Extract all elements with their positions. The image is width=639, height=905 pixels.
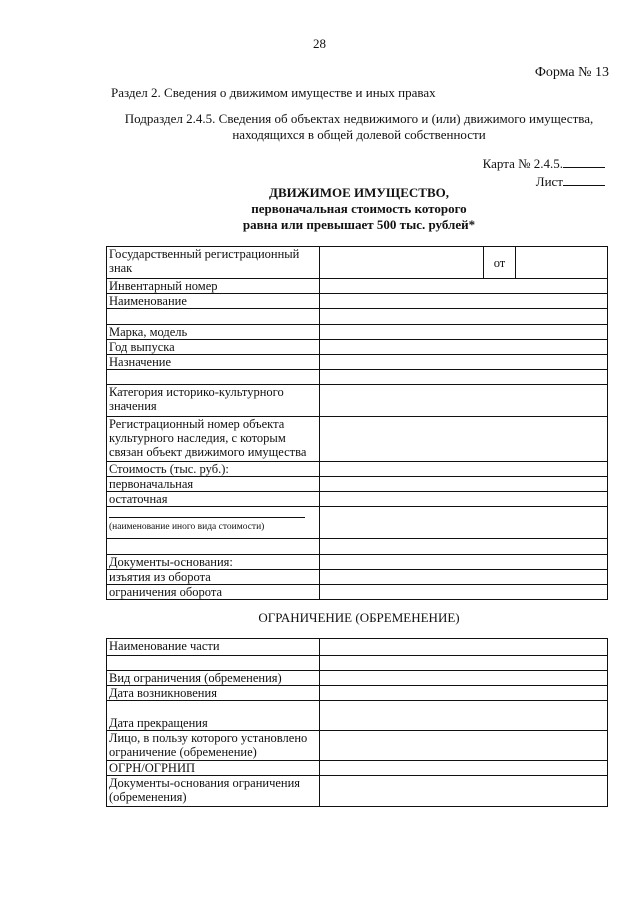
table-row: [107, 555, 608, 570]
brand-model-label: Марка, модель: [107, 325, 320, 340]
table-row: [107, 761, 608, 776]
restriction-docs-label: ограничения оборота: [107, 585, 320, 600]
table-row: [107, 701, 608, 731]
name-label: Наименование: [107, 294, 320, 309]
cost-value: [320, 462, 608, 477]
table-row: [107, 656, 608, 671]
reg-sign-from-label: от: [484, 247, 516, 279]
restriction-type-value[interactable]: [320, 671, 608, 686]
part-name-label: Наименование части: [107, 639, 320, 656]
table-row: [107, 309, 608, 325]
table-row: [107, 639, 608, 656]
table-row: [107, 686, 608, 701]
cost-label: Стоимость (тыс. руб.):: [107, 462, 320, 477]
table-row: [107, 294, 608, 309]
table-row: [107, 340, 608, 355]
beneficiary-label: Лицо, в пользу которого установлено ограничение (обременение): [107, 731, 320, 761]
table-row: [107, 370, 608, 385]
year-label: Год выпуска: [107, 340, 320, 355]
basis-documents-label: Документы-основания ограничения (обременения): [107, 776, 320, 807]
year-value[interactable]: [320, 340, 608, 355]
sheet-label: Лист: [535, 174, 563, 189]
cost-initial-label: первоначальная: [107, 477, 320, 492]
other-cost-note: (наименование иного вида стоимости): [109, 522, 265, 532]
table-row: [107, 671, 608, 686]
heritage-category-label: Категория историко-культурного значения: [107, 385, 320, 417]
other-cost-label: [107, 507, 320, 539]
table-row: [107, 776, 608, 807]
restriction-section-title: ОГРАНИЧЕНИЕ (ОБРЕМЕНЕНИЕ): [258, 610, 460, 625]
inventory-number-label: Инвентарный номер: [107, 279, 320, 294]
restriction-table: [106, 638, 608, 807]
cost-residual-value[interactable]: [320, 492, 608, 507]
movable-property-table: [106, 246, 608, 600]
heritage-category-value[interactable]: [320, 385, 608, 417]
basis-documents-value[interactable]: [320, 776, 608, 807]
table-row: [107, 462, 608, 477]
card-number: [483, 155, 605, 172]
cost-residual-label: остаточная: [107, 492, 320, 507]
card-number-blank[interactable]: [563, 155, 605, 168]
inventory-number-value[interactable]: [320, 279, 608, 294]
beneficiary-value[interactable]: [320, 731, 608, 761]
table-row: [107, 477, 608, 492]
title-line-3: равна или превышает 500 тыс. рублей*: [242, 217, 476, 232]
restriction-docs-value[interactable]: [320, 585, 608, 600]
title-line-2: первоначальная стоимость которого: [251, 201, 467, 216]
ogrn-value[interactable]: [320, 761, 608, 776]
purpose-value-continued[interactable]: [320, 370, 608, 385]
document-title: [106, 185, 612, 233]
restriction-type-label: Вид ограничения (обременения): [107, 671, 320, 686]
table-row: [107, 492, 608, 507]
ogrn-label: ОГРН/ОГРНИП: [107, 761, 320, 776]
table-row: [107, 417, 608, 462]
section-title: Раздел 2. Сведения о движимом имуществе и иных правах: [111, 85, 436, 100]
withdrawal-label: изъятия из оборота: [107, 570, 320, 585]
part-name-value[interactable]: [320, 639, 608, 656]
documents-label: Документы-основания:: [107, 555, 320, 570]
subsection-line-2: находящихся в общей долевой собственности: [232, 127, 486, 142]
reg-sign-label: Государственный регистрационный знак: [107, 247, 320, 279]
purpose-label-continued: [107, 370, 320, 385]
table-row: [107, 355, 608, 370]
table-row: [107, 385, 608, 417]
table-row: [107, 585, 608, 600]
page-number: 28: [313, 36, 326, 51]
other-cost-value[interactable]: [320, 507, 608, 539]
table-row: [107, 539, 608, 555]
empty-value[interactable]: [320, 539, 608, 555]
end-date-label: Дата прекращения: [107, 701, 320, 731]
subsection-line-1: Подраздел 2.4.5. Сведения об объектах недвижимого и (или) движимого имущества,: [124, 111, 594, 126]
purpose-value[interactable]: [320, 355, 608, 370]
table-row: [107, 247, 608, 279]
withdrawal-value[interactable]: [320, 570, 608, 585]
cost-initial-value[interactable]: [320, 477, 608, 492]
name-value-continued[interactable]: [320, 309, 608, 325]
purpose-label: Назначение: [107, 355, 320, 370]
part-name-label-continued: [107, 656, 320, 671]
documents-value: [320, 555, 608, 570]
name-value[interactable]: [320, 294, 608, 309]
table-row: [107, 325, 608, 340]
form-number: Форма № 13: [534, 65, 609, 80]
name-label-continued: [107, 309, 320, 325]
heritage-reg-number-value[interactable]: [320, 417, 608, 462]
start-date-label: Дата возникновения: [107, 686, 320, 701]
heritage-reg-number-label: Регистрационный номер объекта культурного наследия, с которым связан объект движимого имущества: [107, 417, 320, 462]
subsection-title: [106, 111, 612, 143]
part-name-value-continued[interactable]: [320, 656, 608, 671]
start-date-value[interactable]: [320, 686, 608, 701]
title-line-1: ДВИЖИМОЕ ИМУЩЕСТВО,: [269, 185, 449, 200]
brand-model-value[interactable]: [320, 325, 608, 340]
end-date-value[interactable]: [320, 701, 608, 731]
empty-label: [107, 539, 320, 555]
card-label: Карта № 2.4.5.: [482, 156, 563, 171]
table-row: [107, 279, 608, 294]
table-row: [107, 507, 608, 539]
reg-sign-date[interactable]: [516, 247, 608, 279]
reg-sign-value[interactable]: [320, 247, 484, 279]
table-row: [107, 570, 608, 585]
table-row: [107, 731, 608, 761]
other-cost-name-blank[interactable]: [109, 509, 305, 518]
